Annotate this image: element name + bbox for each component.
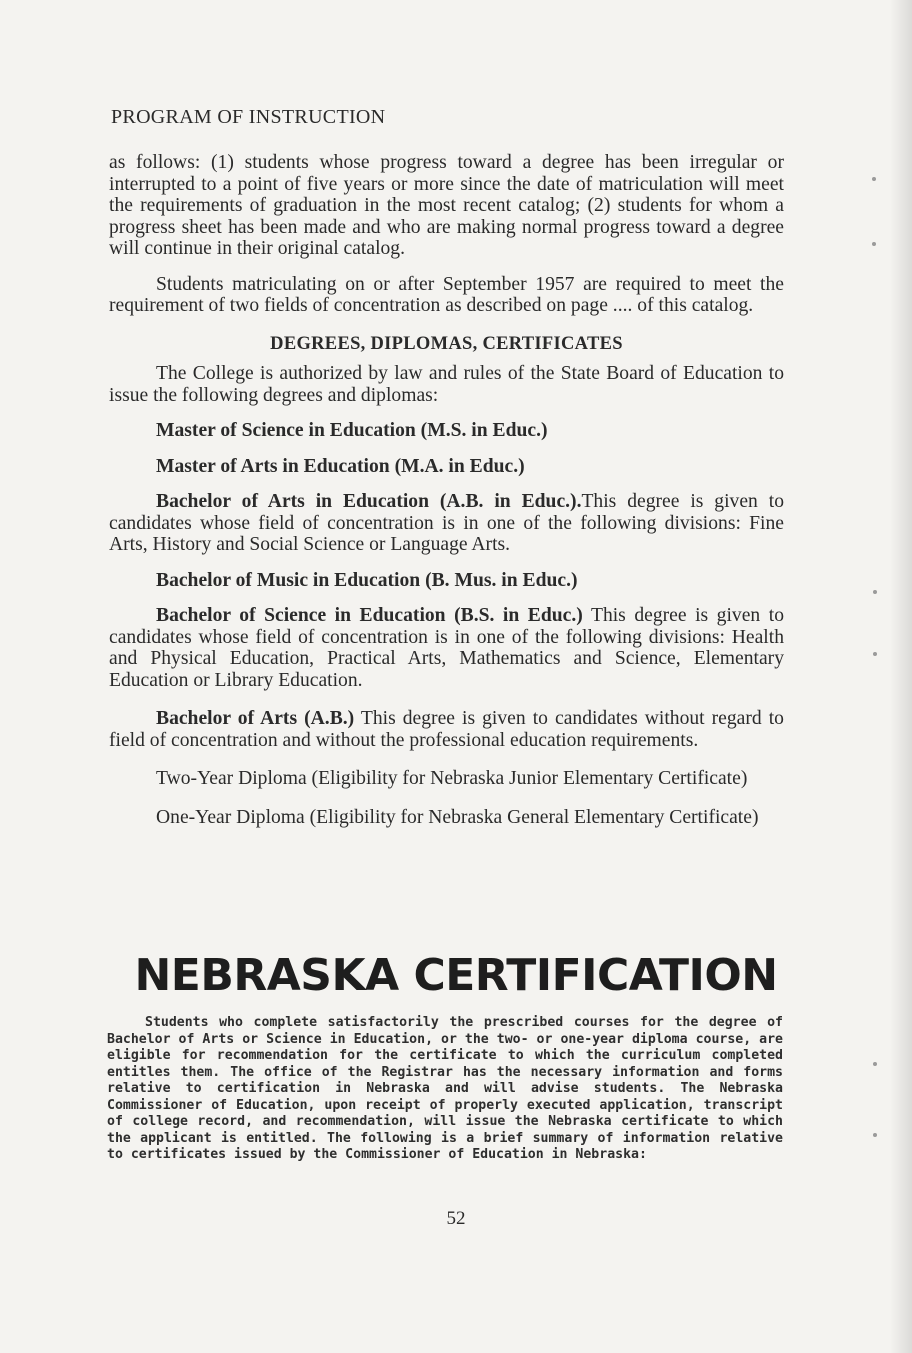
degree-title: Bachelor of Science in Education (B.S. in Educ.)	[156, 605, 583, 626]
scan-speck	[873, 1133, 877, 1137]
paragraph-catalog-rules: as follows: (1) students whose progress toward a degree has been irregular or interrupted to a point of five years or more since the date of matriculation will meet the requirements of graduation in the most recent catalog; (2) students for whom a progress sheet has been made and who are making normal progress toward a degree will continue in their original catalog.	[109, 152, 784, 259]
scan-speck	[872, 242, 876, 246]
degree-bs-educ	[109, 605, 784, 691]
degree-description: This degree is given to candidates whose field of concentration is in one of the following divisions: Health and Physical Education, Practical Arts, Mathematics and Science, Elementary Education or Library Education.	[109, 605, 784, 691]
degree-title: Master of Arts in Education (M.A. in Educ.)	[156, 455, 525, 477]
diploma-two-year: Two-Year Diploma (Eligibility for Nebraska Junior Elementary Certificate)	[156, 768, 748, 789]
degree-title: Bachelor of Arts (A.B.)	[156, 708, 355, 729]
scan-speck	[873, 590, 877, 594]
scan-speck	[873, 652, 877, 656]
degree-ab	[109, 708, 784, 751]
degrees-intro: The College is authorized by law and rules of the State Board of Education to issue the following degrees and diplomas:	[109, 363, 784, 406]
certification-text-block	[107, 1015, 783, 1164]
main-text	[109, 152, 784, 828]
page-number: 52	[446, 1208, 466, 1229]
section-heading-degrees: DEGREES, DIPLOMAS, CERTIFICATES	[270, 333, 623, 354]
scan-speck	[872, 177, 876, 181]
degree-ma-educ	[109, 456, 784, 478]
degree-bmus-educ	[109, 570, 784, 592]
degree-title: Master of Science in Education (M.S. in Educ.)	[156, 420, 548, 441]
paragraph-concentration: Students matriculating on or after September 1957 are required to meet the requirement of two fields of concentration as described on page .... of this catalog.	[109, 273, 784, 316]
certification-paragraph: Students who complete satisfactorily the prescribed courses for the degree of Bachelor of Arts or Science in Education, or the two- or one-year diploma course, are eligible for recommendation for the certificate to which the curriculum completed entitles them. The office of the Registrar has the necessary information and forms relative to certification in Nebraska and will advise students. The Nebraska Commissioner of Education, upon receipt of properly executed application, transcript of college record, and recommendation, will issue the Nebraska certificate to which the applicant is entitled. The following is a brief summary of information relative to certificates issued by the Commissioner of Education in Nebraska:	[107, 1015, 783, 1162]
certification-title: NEBRASKA CERTIFICATION	[134, 950, 778, 1001]
degree-description: This degree is given to candidates whose field of concentration is in one of the following divisions: Fine Arts, History and Social Science or Language Arts.	[109, 491, 784, 555]
running-header: PROGRAM OF INSTRUCTION	[111, 106, 386, 128]
degree-description: This degree is given to candidates without regard to field of concentration and without the professional education requirements.	[109, 708, 784, 751]
page-edge-shadow	[890, 0, 912, 1353]
diploma-one-year: One-Year Diploma (Eligibility for Nebraska General Elementary Certificate)	[156, 806, 759, 828]
degree-ab-educ	[109, 491, 784, 556]
degree-title: Bachelor of Music in Education (B. Mus. in Educ.)	[156, 569, 578, 591]
degree-ms-educ	[109, 420, 784, 442]
degree-title: Bachelor of Arts in Education (A.B. in Educ.).	[156, 491, 582, 512]
scan-speck	[873, 1062, 877, 1066]
